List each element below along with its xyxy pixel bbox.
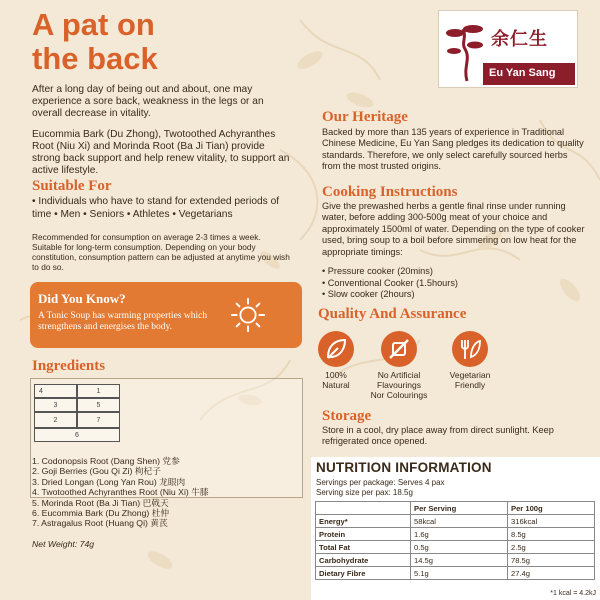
row-value: 5.1g bbox=[411, 567, 508, 580]
title-line-2: the back bbox=[32, 41, 158, 76]
row-label: Total Fat bbox=[316, 541, 411, 554]
brand-logo bbox=[438, 10, 578, 88]
suitable-for-text: • Individuals who have to stand for extended periods of time • Men • Seniors • Athletes • Vegetarians bbox=[32, 196, 280, 220]
row-value: 14.5g bbox=[411, 554, 508, 567]
list-item: 6. Eucommia Bark (Du Zhong) 杜仲 bbox=[32, 508, 170, 519]
recommendation-text: Recommended for consumption on average 2-3 times a week. Suitable for long-term consumption. Depending on your body constitution, consumption pattern can be adjusted at anytime you wish to do so. bbox=[32, 232, 290, 272]
row-label: Carbohydrate bbox=[316, 554, 411, 567]
did-you-know-heading: Did You Know? bbox=[38, 291, 126, 306]
cooking-heading: Cooking Instructions bbox=[322, 184, 458, 200]
storage-text: Store in a cool, dry place away from direct sunlight. Keep refrigerated once opened. bbox=[322, 425, 554, 447]
suitable-for-heading: Suitable For bbox=[32, 178, 112, 194]
sun-icon bbox=[229, 296, 267, 334]
table-header-row bbox=[316, 502, 595, 515]
row-value: 316kcal bbox=[508, 515, 595, 528]
servings-per-package: Servings per package: Serves 4 pax bbox=[316, 478, 445, 487]
list-item: 1. Codonopsis Root (Dang Shen) 党参 bbox=[32, 456, 180, 466]
table-row bbox=[316, 554, 595, 567]
badge-line: Friendly bbox=[454, 380, 486, 390]
nutrition-table bbox=[315, 501, 595, 580]
grid-cell: 3 bbox=[34, 398, 77, 412]
did-you-know-callout bbox=[30, 282, 302, 348]
badge-line: 100% bbox=[325, 370, 347, 380]
row-value: 0.5g bbox=[411, 541, 508, 554]
grid-cell: 4 bbox=[34, 384, 77, 398]
table-row bbox=[316, 528, 595, 541]
header-empty bbox=[316, 502, 411, 515]
title-line-1: A pat on bbox=[32, 7, 155, 42]
badge-line: Flavourings bbox=[377, 380, 421, 390]
leaf-icon bbox=[318, 331, 354, 367]
row-value: 78.5g bbox=[508, 554, 595, 567]
intro-paragraph-2: Eucommia Bark (Du Zhong), Twotoothed Achyranthes Root (Niu Xi) and Morinda Root (Ba Ji Tian) provide strong back support and help renew vitality, to support an active lifestyle. bbox=[32, 129, 290, 176]
intro-paragraph-1: After a long day of being out and about, one may experience a sore back, weakness in the legs or an overall decrease in vitality. bbox=[32, 84, 264, 119]
table-row bbox=[316, 515, 595, 528]
heritage-text: Backed by more than 135 years of experience in Traditional Chinese Medicine, Eu Yan Sang pledges its dedication to quality standards. Therefore, we only select carefully sourced herbs from the most trusted origins. bbox=[322, 127, 584, 172]
list-item: • Slow cooker (2hours) bbox=[322, 289, 415, 300]
list-item: 5. Morinda Root (Ba Ji Tian) 巴戟天 bbox=[32, 497, 169, 508]
row-label: Protein bbox=[316, 528, 411, 541]
ingredients-grid bbox=[34, 384, 120, 456]
table-row bbox=[316, 541, 595, 554]
brand-name-chinese: 余仁生 bbox=[491, 29, 548, 49]
badge-line: Vegetarian bbox=[449, 370, 491, 380]
serving-size: Serving size per pax: 18.5g bbox=[316, 488, 413, 497]
no-chemical-icon bbox=[381, 331, 417, 367]
net-weight: Net Weight: 74g bbox=[32, 539, 95, 549]
row-value: 2.5g bbox=[508, 541, 595, 554]
list-item: • Pressure cooker (20mins) bbox=[322, 266, 433, 276]
cooking-timings-list bbox=[322, 266, 586, 301]
grid-cell: 1 bbox=[77, 384, 120, 398]
list-item: 3. Dried Longan (Long Yan Rou) 龙眼肉 bbox=[32, 476, 186, 487]
quality-heading: Quality And Assurance bbox=[318, 306, 467, 322]
grid-cell: 7 bbox=[77, 412, 120, 428]
badge-line: No Artificial bbox=[377, 370, 421, 380]
bonsai-tree-icon bbox=[445, 19, 485, 83]
energy-footnote: *1 kcal = 4.2kJ bbox=[550, 590, 596, 597]
heritage-heading: Our Heritage bbox=[322, 109, 408, 125]
did-you-know-text: A Tonic Soup has warming properties which strengthens and energises the body. bbox=[38, 311, 208, 332]
ingredients-list bbox=[32, 456, 300, 529]
brand-name-english: Eu Yan Sang bbox=[489, 67, 556, 79]
list-item: • Conventional Cooker (1.5hours) bbox=[322, 277, 458, 288]
header-per-serving: Per Serving bbox=[411, 502, 508, 515]
row-value: 1.6g bbox=[411, 528, 508, 541]
row-label: Energy* bbox=[316, 515, 411, 528]
nutrition-heading: NUTRITION INFORMATION bbox=[316, 460, 492, 475]
list-item: 7. Astragalus Root (Huang Qi) 黄芪 bbox=[32, 518, 168, 529]
row-value: 58kcal bbox=[411, 515, 508, 528]
row-value: 8.5g bbox=[508, 528, 595, 541]
grid-cell: 5 bbox=[77, 398, 120, 412]
nutrition-panel bbox=[311, 457, 600, 600]
table-row bbox=[316, 567, 595, 580]
badge-line: Natural bbox=[322, 380, 350, 390]
storage-heading: Storage bbox=[322, 408, 372, 424]
fork-leaf-icon bbox=[452, 331, 488, 367]
cooking-text: Give the prewashed herbs a gentle final rinse under running water, before adding 300-500g meat of your choice and approximately 1500ml of water. Depending on the type of cooker used, bring soup to a boil before simmering on low heat for the appropriate timings: bbox=[322, 201, 585, 257]
badge-line: Nor Colourings bbox=[370, 390, 428, 400]
badge-vegetarian bbox=[425, 370, 515, 390]
ingredients-heading: Ingredients bbox=[32, 358, 106, 374]
header-per-100g: Per 100g bbox=[508, 502, 595, 515]
page-title bbox=[32, 8, 158, 76]
list-item: 2. Goji Berries (Gou Qi Zi) 枸杞子 bbox=[32, 466, 161, 477]
row-value: 27.4g bbox=[508, 567, 595, 580]
grid-cell: 2 bbox=[34, 412, 77, 428]
list-item: 4. Twotoothed Achyranthes Root (Niu Xi) 牛膝 bbox=[32, 487, 209, 498]
grid-cell: 6 bbox=[34, 428, 120, 442]
row-label: Dietary Fibre bbox=[316, 567, 411, 580]
